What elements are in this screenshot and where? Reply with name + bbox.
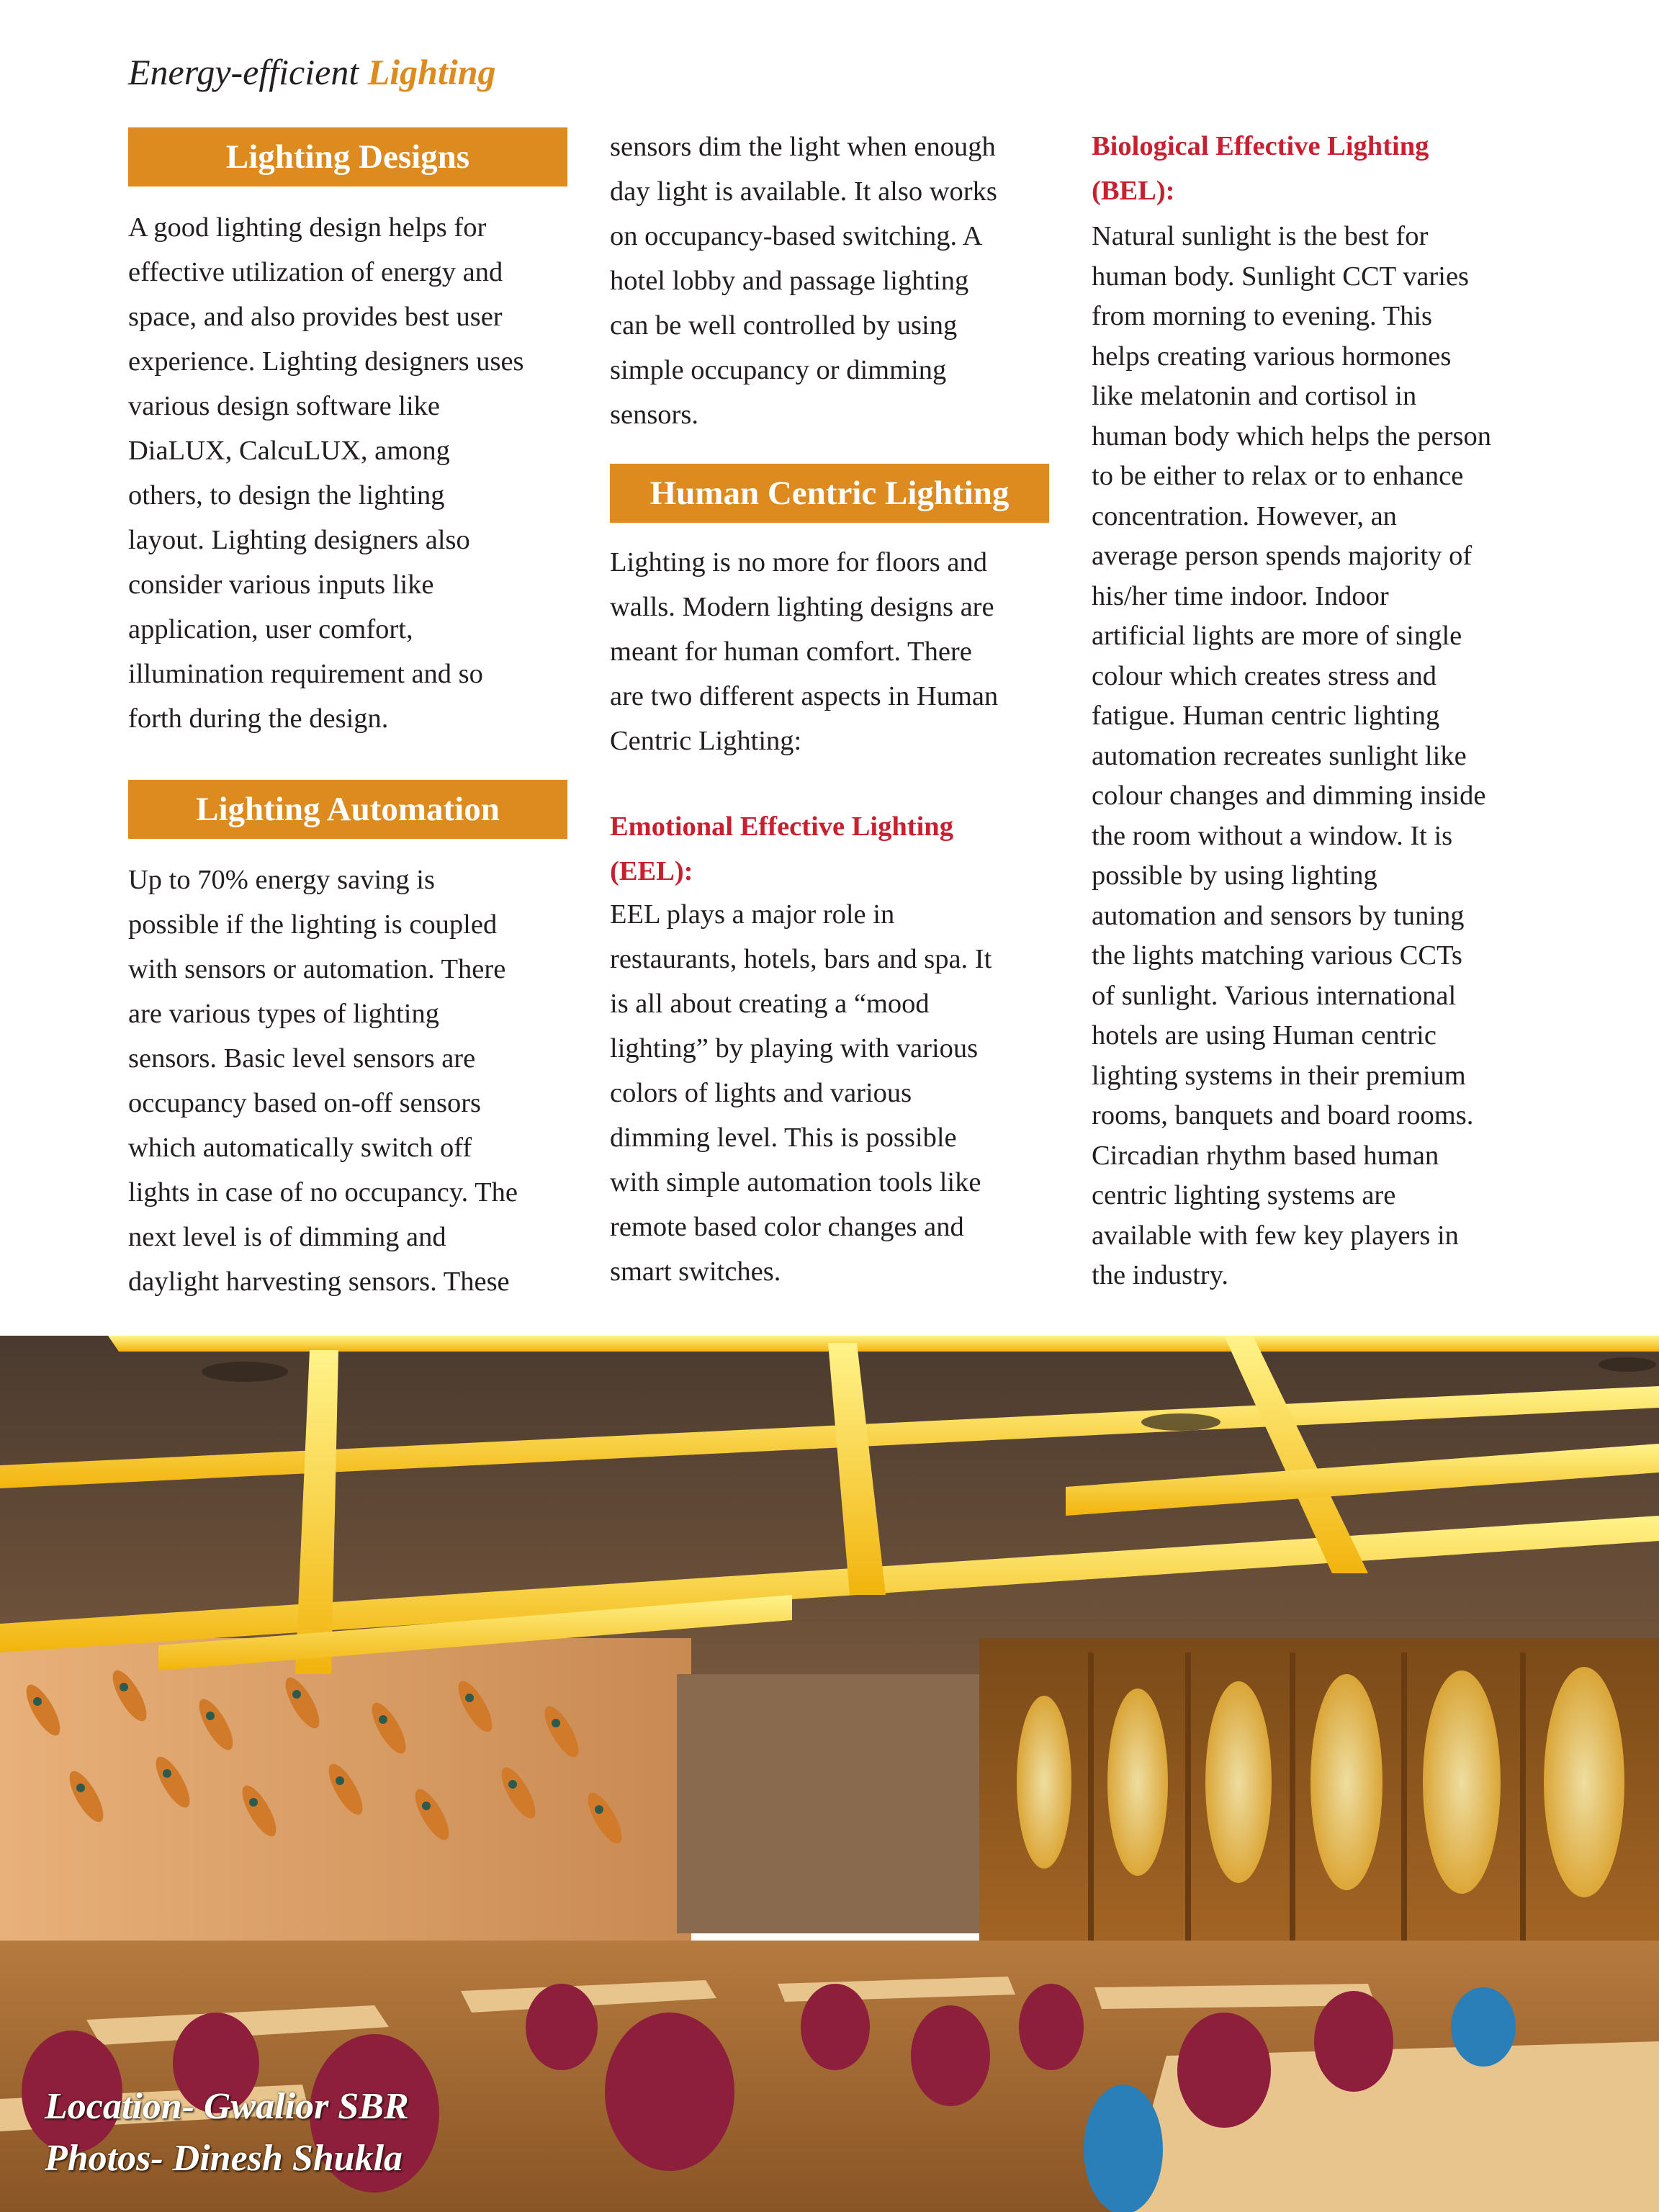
photo-location: Location- Gwalior SBR — [45, 2086, 409, 2127]
photo-credit — [45, 2081, 409, 2185]
lighting-designs-heading: Lighting Designs — [128, 127, 567, 186]
page-header — [128, 50, 496, 94]
eel-body: EEL plays a major role in restaurants, hotels, bars and spa. It is all about creating a “mood lighting” by playing with various colors of lights and various dimming level. This is possible with simple automation tools like remote based color changes and smart switches. — [610, 899, 992, 1287]
human-centric-body: Lighting is no more for floors and walls. Modern lighting designs are meant for human comfort. There are two different aspects in Human Centric Lighting: — [610, 547, 999, 756]
human-centric-heading: Human Centric Lighting — [610, 464, 1049, 523]
bel-heading: Biological Effective Lighting (BEL): — [1092, 131, 1429, 206]
lighting-automation-heading: Lighting Automation — [128, 780, 567, 839]
bel-body: Natural sunlight is the best for human body. Sunlight CCT varies from morning to evening. This helps creating various hormones like melatonin and cortisol in human body which helps the person to be either to relax or to enhance concentration. However, an average person spends majority of his/her time indoor. Indoor artificial lights are more of single colour which creates stress and fatigue. Human centric lighting automation recreates sunlight like colour changes and dimming inside the room without a window. It is possible by using lighting automation and sensors by tuning the lights matching various CCTs of sunlight. Various international hotels are using Human centric lighting systems in their premium rooms, banquets and board rooms. Circadian rhythm based human centric lighting systems are available with few key players in the industry. — [1092, 221, 1491, 1290]
lighting-automation-body: Up to 70% energy saving is possible if the lighting is coupled with sensors or automation. There are various types of lighting sensors. Basic level sensors are occupancy based on-off sensors which automatically switch off lights in case of no occupancy. The next level is of dimming and daylight harvesting sensors. These — [128, 865, 518, 1297]
eel-heading: Emotional Effective Lighting (EEL): — [610, 811, 953, 886]
header-title-prefix: Energy-efficient — [128, 52, 368, 92]
lighting-automation-continued: sensors dim the light when enough day light is available. It also works on occupancy-based switching. A hotel lobby and passage lighting can be well controlled by using simple occupancy or dimming sensors. — [610, 132, 997, 430]
header-title-accent: Lighting — [367, 52, 496, 92]
photo-photographer: Photos- Dinesh Shukla — [45, 2138, 403, 2179]
lighting-designs-body: A good lighting design helps for effective utilization of energy and space, and also provides best user experience. Lighting designers uses various design software like DiaLUX, CalcuLUX, among others, to design the lighting layout. Lighting designers also consider various inputs like application, user comfort, illumination requirement and so forth during the design. — [128, 212, 524, 734]
